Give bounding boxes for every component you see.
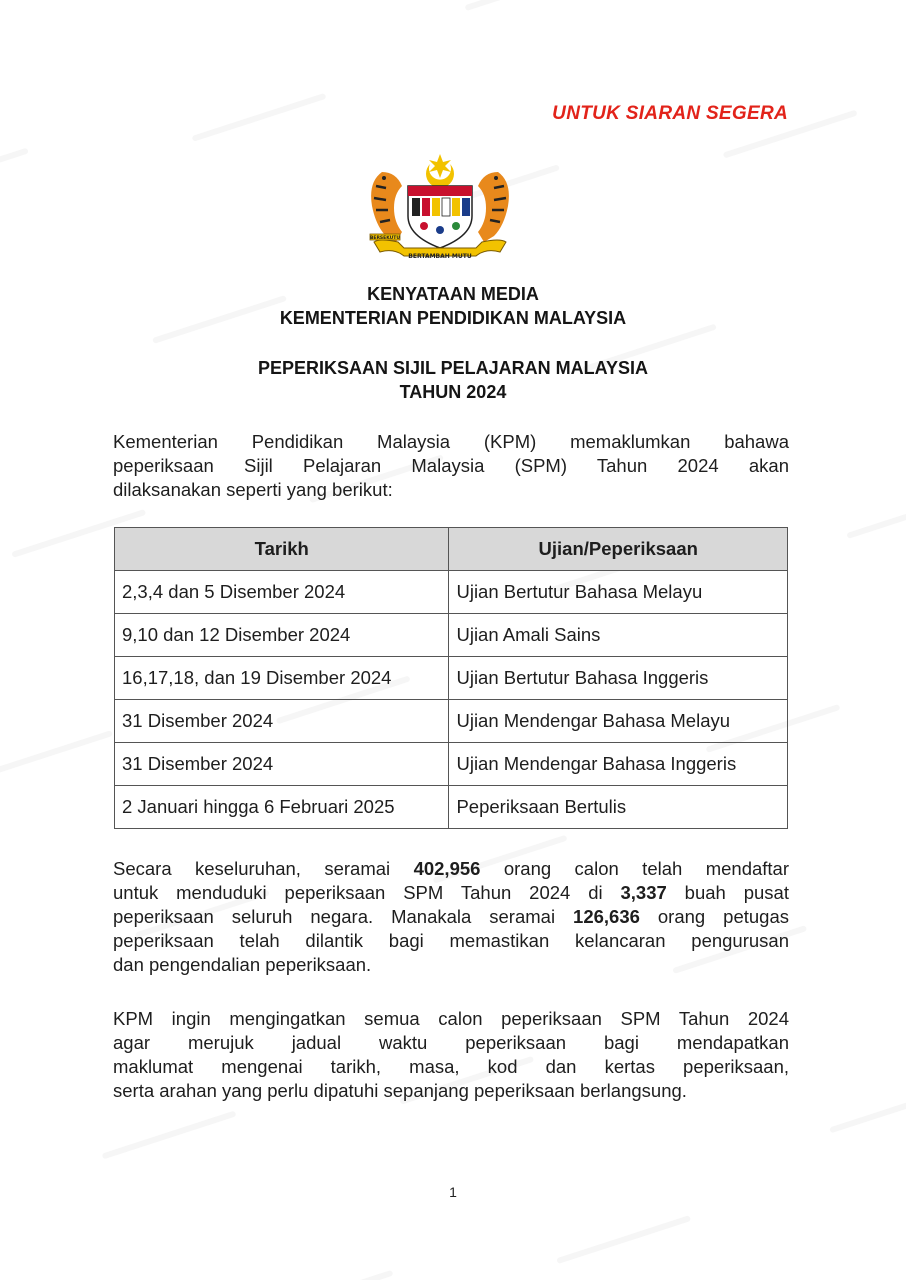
cell-exam: Ujian Mendengar Bahasa Melayu bbox=[449, 700, 788, 743]
table-row bbox=[115, 700, 788, 743]
cell-date: 31 Disember 2024 bbox=[115, 700, 449, 743]
table-row bbox=[115, 743, 788, 786]
summary-line bbox=[113, 857, 789, 881]
summary-text: Secara keseluruhan, seramai bbox=[113, 858, 414, 879]
table-row bbox=[115, 571, 788, 614]
summary-text: orang calon telah mendaftar bbox=[480, 858, 789, 879]
summary-text: untuk menduduki peperiksaan SPM Tahun 2024 di bbox=[113, 882, 621, 903]
summary-line: peperiksaan telah dilantik bagi memastikan kelancaran pengurusan bbox=[113, 930, 789, 951]
table-row bbox=[115, 614, 788, 657]
reminder-line: serta arahan yang perlu dipatuhi sepanjang peperiksaan berlangsung. bbox=[113, 1080, 687, 1101]
column-header-date: Tarikh bbox=[115, 528, 449, 571]
left-tiger-icon bbox=[371, 172, 402, 242]
cell-date: 2,3,4 dan 5 Disember 2024 bbox=[115, 571, 449, 614]
table-row bbox=[115, 657, 788, 700]
heading-media-statement: KENYATAAN MEDIA bbox=[367, 284, 539, 304]
intro-line: dilaksanakan seperti yang berikut: bbox=[113, 479, 393, 500]
reminder-line: maklumat mengenai tarikh, masa, kod dan kertas peperiksaan, bbox=[113, 1056, 789, 1077]
intro-line: Kementerian Pendidikan Malaysia (KPM) memaklumkan bahawa bbox=[113, 431, 789, 452]
centre-count: 3,337 bbox=[620, 882, 667, 903]
summary-text: peperiksaan seluruh negara. Manakala seramai bbox=[113, 906, 574, 927]
summary-line bbox=[113, 881, 789, 905]
summary-line: dan pengendalian peperiksaan. bbox=[113, 954, 372, 975]
heading-ministry: KEMENTERIAN PENDIDIKAN MALAYSIA bbox=[279, 308, 627, 328]
heading-exam-year: TAHUN 2024 bbox=[399, 382, 507, 402]
cell-date: 2 Januari hingga 6 Februari 2025 bbox=[115, 786, 449, 829]
summary-line bbox=[113, 905, 789, 929]
shield-icon bbox=[408, 186, 472, 248]
reminder-line: KPM ingin mengingatkan semua calon peperiksaan SPM Tahun 2024 bbox=[113, 1008, 789, 1029]
motto-left-text: BERSEKUTU bbox=[369, 236, 401, 241]
coat-of-arms-icon bbox=[360, 150, 520, 270]
officer-count: 126,636 bbox=[573, 906, 640, 927]
table-header-row bbox=[115, 528, 788, 571]
heading-exam-title: PEPERIKSAAN SIJIL PELAJARAN MALAYSIA bbox=[257, 358, 649, 378]
reminder-paragraph bbox=[113, 1007, 789, 1103]
cell-exam: Peperiksaan Bertulis bbox=[449, 786, 788, 829]
intro-line: peperiksaan Sijil Pelajaran Malaysia (SPM) Tahun 2024 akan bbox=[113, 455, 789, 476]
table-row bbox=[115, 786, 788, 829]
cell-exam: Ujian Amali Sains bbox=[449, 614, 788, 657]
cell-exam: Ujian Mendengar Bahasa Inggeris bbox=[449, 743, 788, 786]
cell-exam: Ujian Bertutur Bahasa Melayu bbox=[449, 571, 788, 614]
intro-paragraph bbox=[113, 430, 789, 502]
page-number: 1 bbox=[449, 1184, 457, 1200]
reminder-line: agar merujuk jadual waktu peperiksaan bagi mendapatkan bbox=[113, 1032, 789, 1053]
right-tiger-icon bbox=[478, 172, 509, 242]
cell-date: 9,10 dan 12 Disember 2024 bbox=[115, 614, 449, 657]
cell-exam: Ujian Bertutur Bahasa Inggeris bbox=[449, 657, 788, 700]
summary-text: buah pusat bbox=[666, 882, 789, 903]
candidate-count: 402,956 bbox=[413, 858, 481, 879]
cell-date: 16,17,18, dan 19 Disember 2024 bbox=[115, 657, 449, 700]
immediate-release-label: UNTUK SIARAN SEGERA bbox=[552, 103, 788, 124]
summary-paragraph bbox=[113, 857, 789, 977]
exam-schedule-table bbox=[114, 527, 788, 829]
crescent-star-icon bbox=[426, 154, 454, 188]
column-header-exam: Ujian/Peperiksaan bbox=[449, 528, 788, 571]
motto-text: BERTAMBAH MUTU bbox=[408, 253, 472, 260]
summary-text: orang petugas bbox=[639, 906, 789, 927]
cell-date: 31 Disember 2024 bbox=[115, 743, 449, 786]
